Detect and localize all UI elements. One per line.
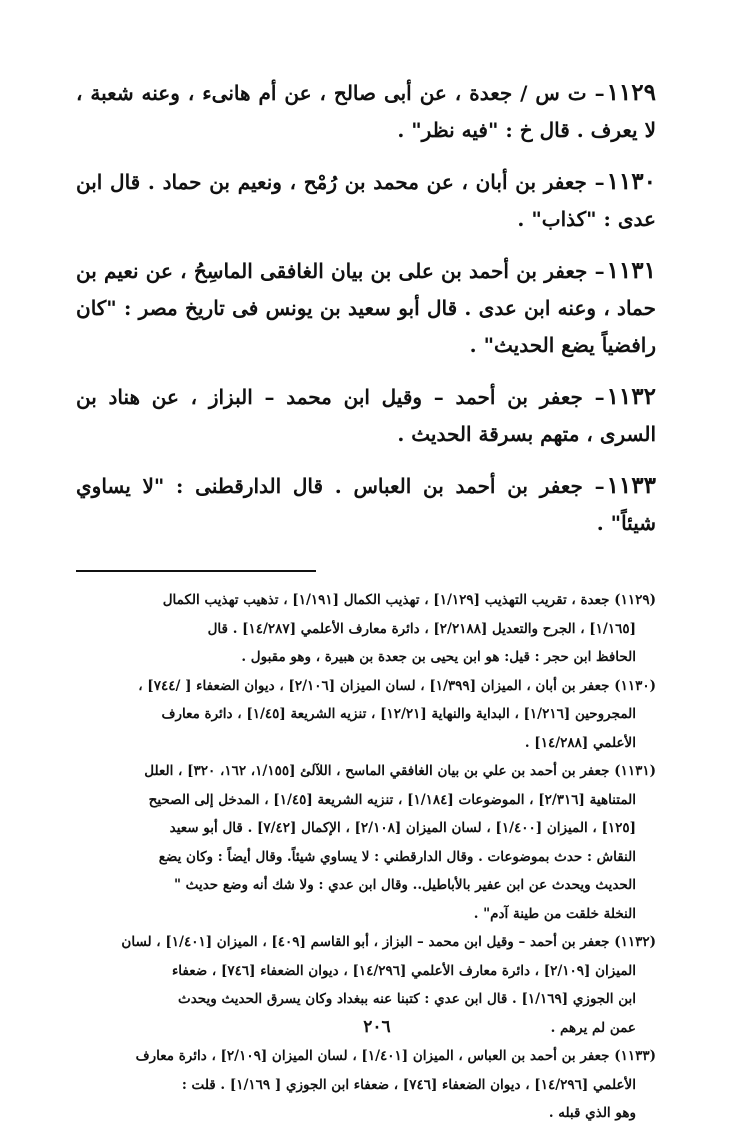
footnote-1130	[76, 672, 656, 758]
page-number: ٢٠٦	[363, 1017, 391, 1037]
footnote-1131	[76, 757, 656, 928]
entry-1131	[76, 252, 656, 364]
footnote-line: الحديث ويحدث عن ابن عفير بالأباطيل.. وقال ابن عدي : ولا شك أنه وضع حديث "	[173, 877, 636, 893]
footnote-line: عمن لم يرهم .	[550, 1019, 636, 1036]
footnote-line: الأعلمي [١٤/٢٨٨] .	[524, 734, 636, 751]
entry-text: – جعفر بن أحمد – وقيل ابن محمد – البزاز ، عن هناد بن السرى ، متهم بسرقة الحديث .	[76, 385, 656, 446]
entry-text: – ت س / جعدة ، عن أبى صالح ، عن أم هانىء ، وعنه شعبة ، لا يعرف . قال خ : "فيه نظر" .	[76, 81, 656, 142]
entry-text: – جعفر بن أبان ، عن محمد بن رُمْح ، ونعيم بن حماد . قال ابن عدى : "كذاب" .	[76, 170, 656, 231]
entry-1133	[76, 467, 656, 542]
entry-1132	[76, 378, 656, 453]
footnote-line: ابن الجوزي [١/١٦٩] . قال ابن عدي : كتبنا عنه ببغداد وكان يسرق الحديث ويحدث	[178, 991, 636, 1007]
footnote-line: الحافظ ابن حجر : قيل: هو ابن يحيى بن جعدة بن هبيرة ، وهو مقبول .	[241, 649, 636, 665]
entry-text: – جعفر بن أحمد بن على بن بيان الغافقى الماسِحُ ، عن نعيم بن حماد ، وعنه ابن عدى . قال أبو سعيد بن يونس فى تاريخ مصر : "كان رافضياً يضع الحديث" .	[76, 259, 656, 357]
entry-number: ١١٣٣	[606, 472, 656, 499]
footnote-line: (١١٣٢) جعفر بن أحمد – وقيل ابن محمد – البزاز ، أبو القاسم [٤٠٩] ، الميزان [١/٤٠١] ، لسان	[121, 934, 656, 950]
footnote-1133	[76, 1042, 656, 1128]
footnotes-section	[76, 586, 656, 1128]
footnote-line: وهو الذي قبله .	[548, 1105, 636, 1121]
footnote-line: (١١٣١) جعفر بن أحمد بن علي بن بيان الغافقي الماسح ، اللآلئ [١/١٥٥، ١٦٢، ٣٢٠] ، العلل	[144, 763, 656, 779]
footnote-line: المجروحين [١/٢١٦] ، البداية والنهاية [١٢/٢١] ، تنزيه الشريعة [١/٤٥] ، دائرة معارف	[161, 706, 636, 722]
footnote-line: النقاش : حدث بموضوعات . وقال الدارقطني : لا يساوي شيئاً. وقال أيضاً : وكان يضع	[158, 848, 636, 865]
footnote-line: الميزان [٢/١٠٩] ، دائرة معارف الأعلمي [١٤/٢٩٦] ، ديوان الضعفاء [٧٤٦] ، ضعفاء	[171, 962, 636, 979]
entry-text: – جعفر بن أحمد بن العباس . قال الدارقطنى : "لا يساوي شيئاً" .	[76, 474, 656, 535]
entry-number: ١١٣٠	[606, 168, 656, 195]
entries-section	[76, 74, 656, 542]
footnote-divider	[76, 570, 316, 572]
footnote-line: [١٢٥] ، الميزان [١/٤٠٠] ، لسان الميزان [٢/١٠٨] ، الإكمال [٧/٤٢] . قال أبو سعيد	[169, 820, 636, 836]
entry-1129	[76, 74, 656, 149]
footnote-line: النخلة خلقت من طينة آدم" .	[473, 905, 636, 922]
footnote-line: الأعلمي [١٤/٢٩٦] ، ديوان الضعفاء [٧٤٦] ، ضعفاء ابن الجوزي [ ١/١٦٩] . قلت :	[181, 1076, 636, 1093]
footnote-line: (١١٣٠) جعفر بن أبان ، الميزان [١/٣٩٩] ، لسان الميزان [٢/١٠٦] ، ديوان الضعفاء [ /٧٤٤] ،	[138, 677, 656, 694]
footnote-line: (١١٢٩) جعدة ، تقريب التهذيب [١/١٢٩] ، تهذيب الكمال [١/١٩١] ، تذهيب تهذيب الكمال	[162, 592, 656, 608]
entry-number: ١١٣١	[606, 257, 656, 284]
footnote-line: (١١٣٣) جعفر بن أحمد بن العباس ، الميزان [١/٤٠١] ، لسان الميزان [٢/١٠٩] ، دائرة معارف	[135, 1048, 656, 1064]
footnote-line: المتناهية [٢/٣١٦] ، الموضوعات [١/١٨٤] ، تنزيه الشريعة [١/٤٥] ، المدخل إلى الصحيح	[148, 791, 636, 808]
footnote-line: [١/١٦٥] ، الجرح والتعديل [٢/٢١٨٨] ، دائرة معارف الأعلمي [١٤/٢٨٧] . قال	[207, 620, 636, 637]
entry-1130	[76, 163, 656, 238]
entry-number: ١١٣٢	[606, 383, 656, 410]
entry-number: ١١٢٩	[606, 79, 656, 106]
footnote-1129	[76, 586, 656, 672]
